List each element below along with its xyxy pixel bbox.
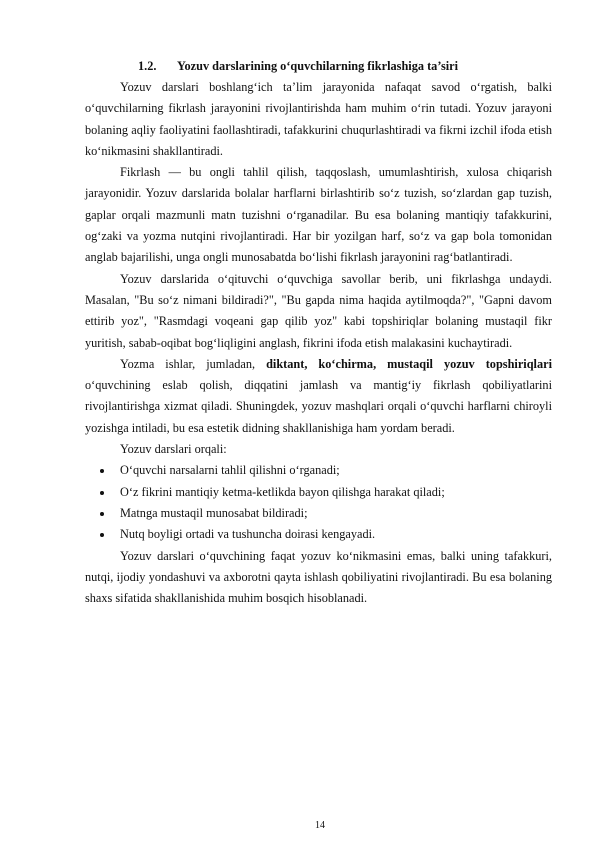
paragraph-definition: Fikrlash — bu ongli tahlil qilish, taqqoslash, umumlashtirish, xulosa chiqarish jarayonidir. Yozuv darslarida bolalar harflarni birlashtirib so‘z tuzish, so‘zlardan gap tuzish, gaplar orqali mazmunli matn tuzishni o‘rganadilar. Bu esa bolaning mantiqiy tafakkurini, og‘zaki va yozma nutqini rivojlantiradi. Har bir yozilgan harf, so‘z va gap bola tomonidan anglab bajarilishi, unga ongli munosabatda bo‘lishi fikrlash jarayonini rag‘batlantiradi. — [85, 165, 552, 265]
paragraph-written-work-end: o‘quvchining eslab qolish, diqqatini jamlash va mantig‘iy fikrlash qobiliyatlarini rivojlantirishga xizmat qiladi. Shuningdek, yozuv mashqlari orqali o‘quvchi harflarni chiroyli yozishga intiladi, bu esa estetik didning shakllanishiga ham yordam beradi. — [85, 378, 552, 435]
list-item: Nutq boyligi ortadi va tushuncha doirasi kengayadi. — [85, 524, 552, 545]
paragraph-conclusion: Yozuv darslari o‘quvchining faqat yozuv ko‘nikmasini emas, balki uning tafakkuri, nutqi, ijodiy yondashuvi va axborotni qayta ishlash qobiliyatini rivojlantiradi. Bu esa bolaning shaxs sifatida shakllanishida muhim bosqich hisoblanadi. — [85, 548, 552, 606]
paragraph-written-work — [85, 354, 552, 439]
paragraph-list-intro: Yozuv darslari orqali: — [120, 442, 227, 457]
section-number: 1.2. — [138, 59, 157, 73]
paragraph-written-work-bold: diktant, ko‘chirma, mustaqil yozuv topshiriqlari — [266, 356, 552, 371]
list-item: O‘quvchi narsalarni tahlil qilishni o‘rganadi; — [85, 460, 552, 481]
section-heading — [85, 56, 552, 76]
paragraph-questions: Yozuv darslarida o‘qituvchi o‘quvchiga savollar berib, uni fikrlashga undaydi. Masalan, "Bu so‘z nimani bildiradi?", "Bu gapda nima haqida aytilmoqda?", "Gapni davom ettirib yoz", "Rasmdagi voqeani gap qilib yoz" kabi topshiriqlar bolaning mustaqil fikr yuritish, sabab-oqibat bog‘liqligini anglash, fikrini ifoda etish malakasini kuchaytiradi. — [85, 271, 552, 350]
paragraph-written-work-start: Yozma ishlar, jumladan, — [120, 356, 267, 371]
section-title: Yozuv darslarining o‘quvchilarning fikrlashiga ta’siri — [177, 59, 459, 73]
paragraph-intro: Yozuv darslari boshlang‘ich ta’lim jarayonida nafaqat savod o‘rgatish, balki o‘quvchilarning fikrlash jarayonini rivojlantirishda ham muhim o‘rin tutadi. Yozuv jarayoni bolaning aqliy faoliyatini faollashtiradi, tafakkurini chuqurlashtiradi va fikrni izchil ifoda etish ko‘nikmasini shakllantiradi. — [85, 80, 552, 158]
list-item: Matnga mustaqil munosabat bildiradi; — [85, 503, 552, 524]
page-number: 14 — [315, 820, 325, 831]
bullet-list — [85, 460, 552, 545]
list-item: O‘z fikrini mantiqiy ketma-ketlikda bayon qilishga harakat qiladi; — [85, 482, 552, 503]
